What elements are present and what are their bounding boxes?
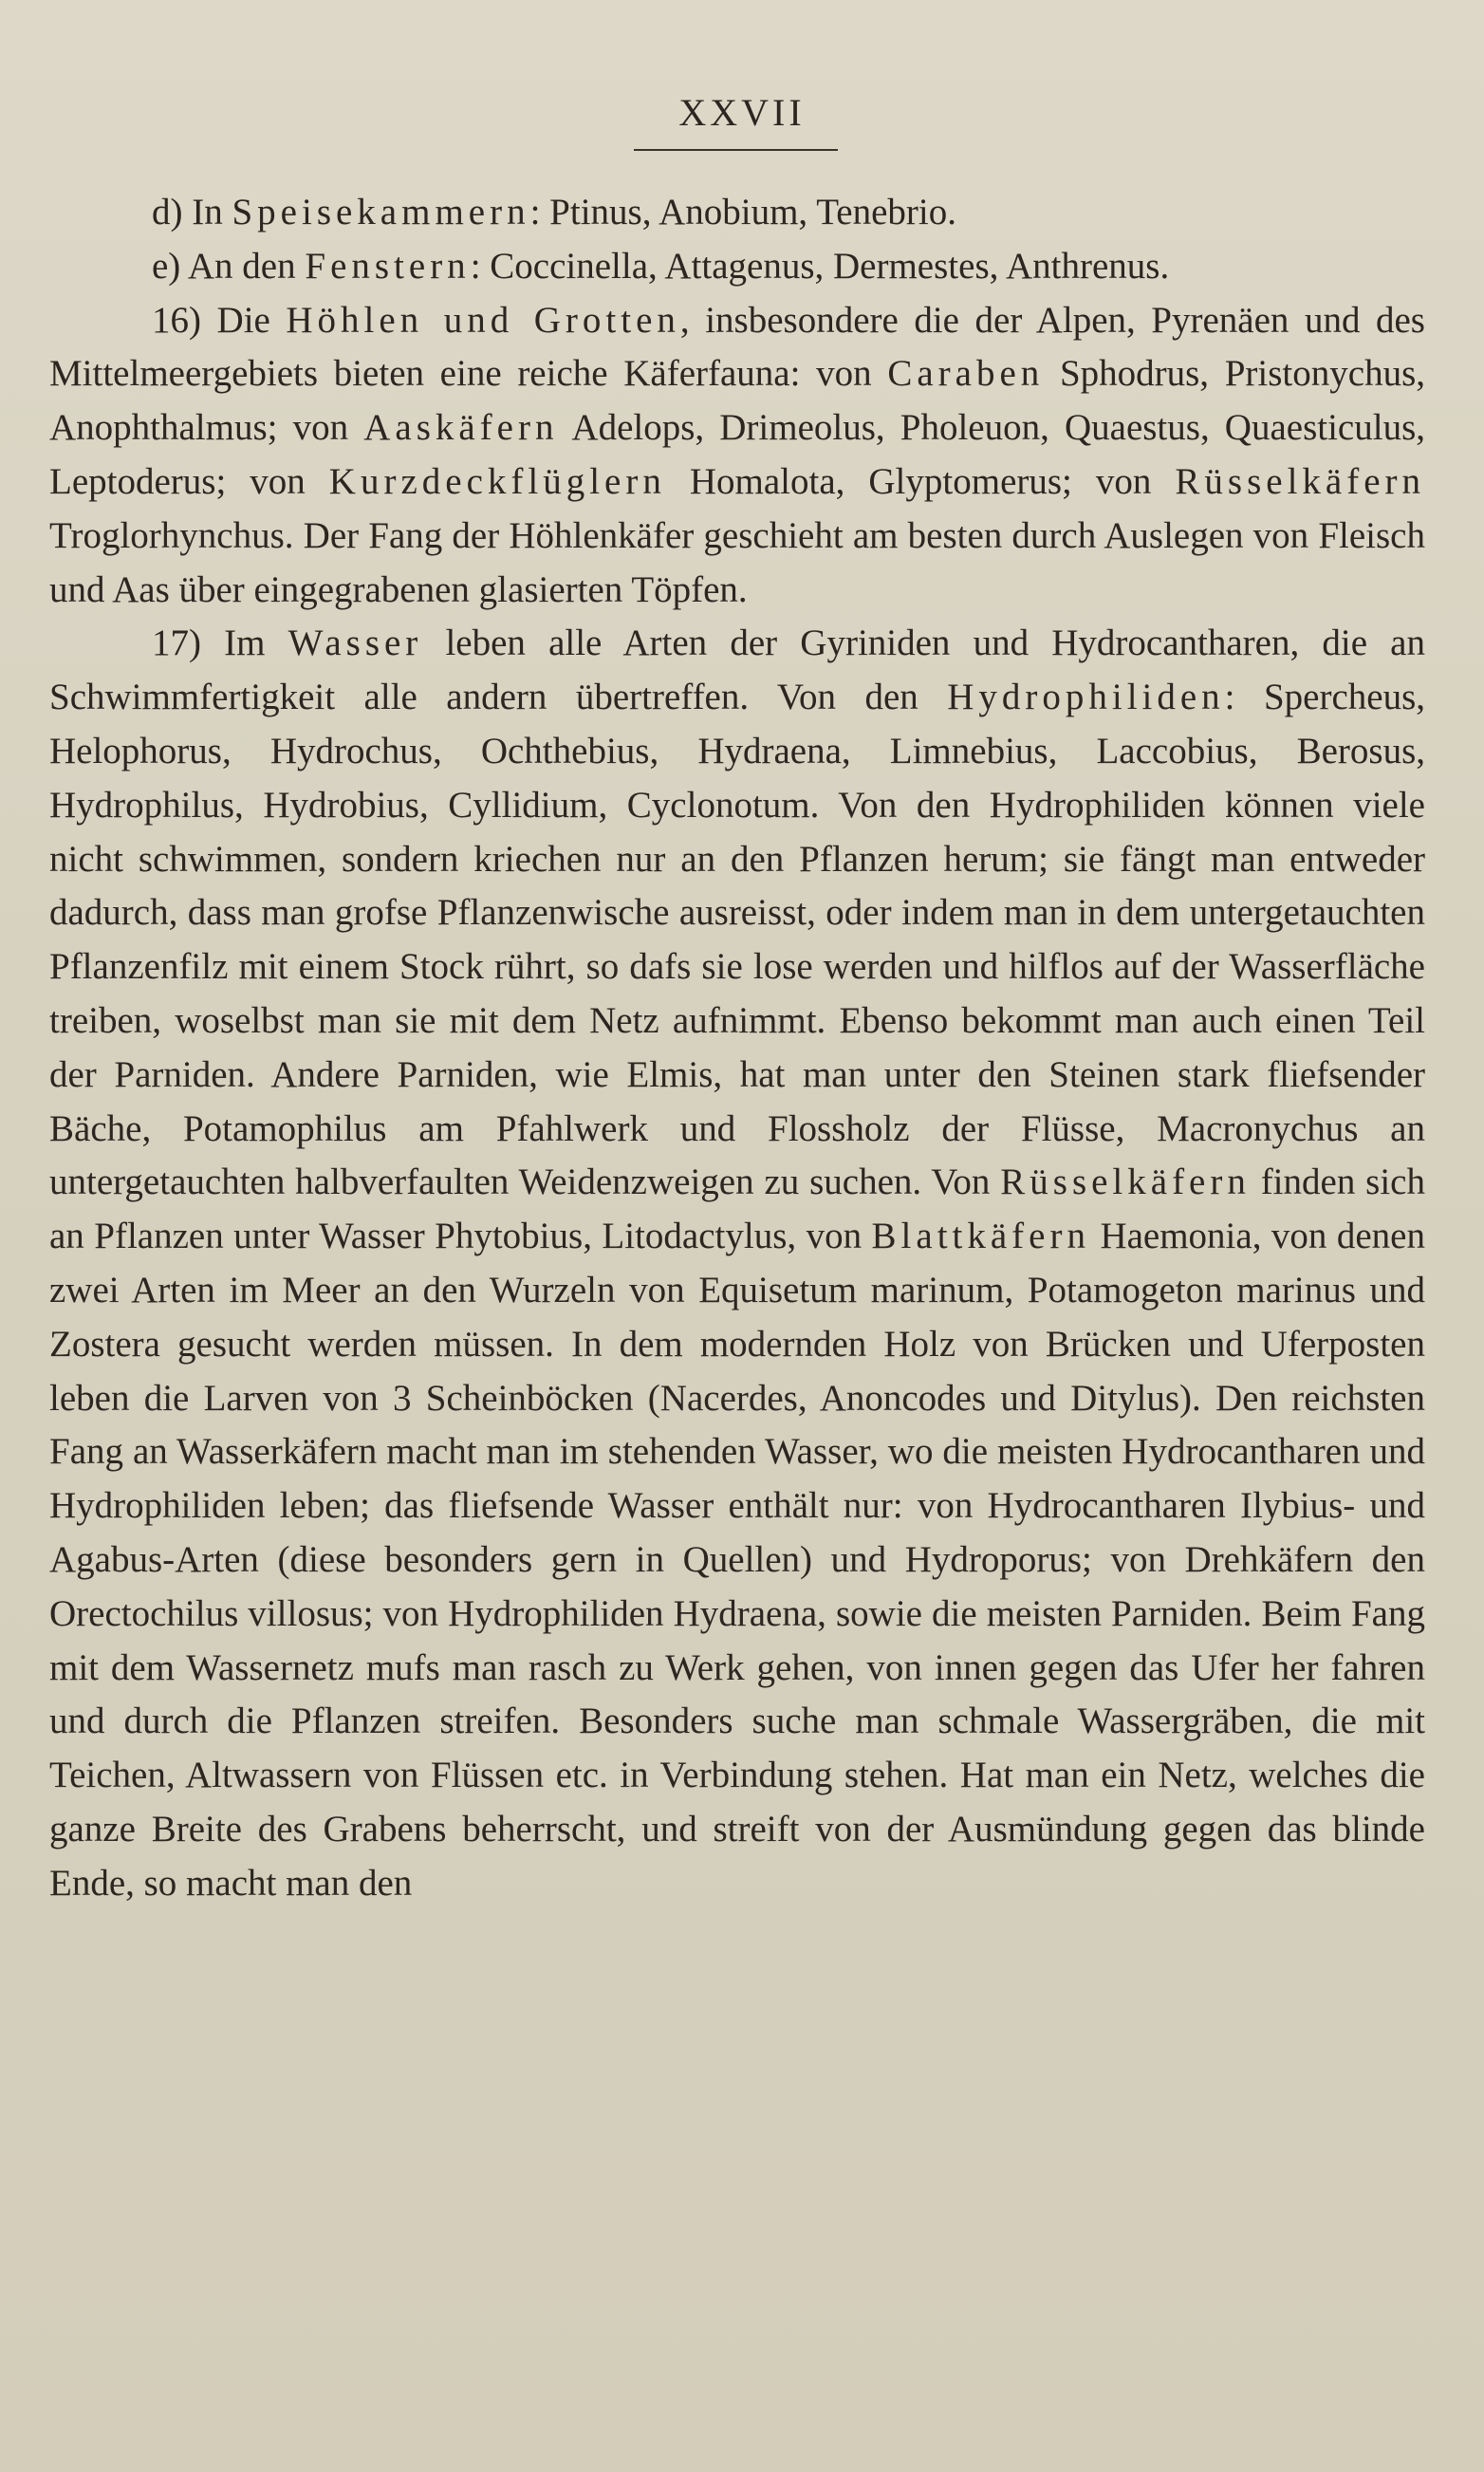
text-run: Adelops, Drimeolus, Pholeuon, Quaestus, Quaesticulus, Leptoderus; von	[49, 407, 1426, 502]
spaced-emphasis: Wasser	[288, 623, 423, 664]
spaced-emphasis: Speisekammern	[232, 192, 530, 232]
spaced-emphasis: Hydrophiliden	[947, 677, 1225, 718]
text-run: finden sich an Pflanzen unter Wasser Phytobius, Litodactylus, von	[49, 1162, 1425, 1257]
page-header	[0, 90, 1484, 135]
body-text	[49, 186, 1425, 1911]
paragraph-d	[49, 186, 1425, 240]
text-run: Homalota, Glyptomerus; von	[665, 460, 1176, 502]
spaced-emphasis: Aaskäfern	[363, 407, 559, 449]
spaced-emphasis: Caraben	[887, 353, 1045, 395]
text-run: , insbesondere die der Alpen, Pyrenäen und des Mittelmeergebiets bieten eine reiche Käferfauna: von	[49, 299, 1425, 395]
spaced-emphasis: Kurzdeckflüglern	[328, 460, 666, 502]
text-run: : Ptinus, Anobium, Tenebrio.	[529, 192, 956, 232]
page-number: XXVII	[678, 91, 806, 134]
spaced-emphasis: Rüsselkäfern	[1175, 460, 1425, 502]
text-run: 17) Im	[152, 623, 288, 664]
spaced-emphasis: Rüsselkäfern	[1000, 1162, 1251, 1203]
text-run: Sphodrus, Pristonychus, Anophthalmus; von	[49, 353, 1425, 449]
text-run: d) In	[152, 192, 232, 232]
text-run: : Spercheus, Helophorus, Hydrochus, Ochthebius, Hydraena, Limnebius, Laccobius, Berosus, Hydrophilus, Hydrobius, Cyllidium, Cyclonotum. Von den Hydrophiliden können viele nicht schwimmen, sondern kriechen nur an den Pflanzen herum; sie fängt man entweder dadurch, dass man grofse Pflanzenwische ausreisst, oder indem man in dem untergetauchten Pflanzenfilz mit einem Stock rührt, so dafs sie lose werden und hilflos auf der Wasserfläche treiben, woselbst man sie mit dem Netz aufnimmt. Ebenso bekommt man auch einen Teil der Parniden. Andere Parniden, wie Elmis, hat man unter den Steinen stark fliefsender Bäche, Potamophilus am Pfahlwerk und Flossholz der Flüsse, Macronychus an untergetauchten halbverfaulten Weidenzweigen zu suchen. Von	[49, 677, 1425, 1203]
text-run: : Coccinella, Attagenus, Dermestes, Anthrenus.	[470, 245, 1170, 287]
text-run: Troglorhynchus. Der Fang der Höhlenkäfer geschieht am besten durch Auslegen von Fleisch und Aas über eingegrabenen glasierten Töpfen.	[49, 514, 1425, 610]
spaced-emphasis: Blattkäfern	[871, 1216, 1090, 1257]
text-run: 16) Die	[152, 299, 287, 341]
paragraph-17	[49, 617, 1425, 1910]
text-run: Haemonia, von denen zwei Arten im Meer an den Wurzeln von Equisetum marinum, Potamogeton marinus und Zostera gesucht werden müssen. In dem modernden Holz von Brücken und Uferposten leben die Larven von 3 Scheinböcken (Nacerdes, Anoncodes und Ditylus). Den reichsten Fang an Wasserkäfern macht man im stehenden Wasser, wo die meisten Hydrocantharen und Hydrophiliden leben; das fliefsende Wasser enthält nur: von Hydrocantharen Ilybius- und Agabus-Arten (diese besonders gern in Quellen) und Hydroporus; von Drehkäfern den Orectochilus villosus; von Hydrophiliden Hydraena, sowie die meisten Parniden. Beim Fang mit dem Wassernetz mufs man rasch zu Werk gehen, von innen gegen das Ufer her fahren und durch die Pflanzen streifen. Besonders suche man schmale Wassergräben, die mit Teichen, Altwassern von Flüssen etc. in Verbindung stehen. Hat man ein Netz, welches die ganze Breite des Grabens beherrscht, und streift von der Ausmündung gegen das blinde Ende, so macht man den	[49, 1216, 1425, 1904]
header-rule	[634, 149, 838, 151]
spaced-emphasis: Fenstern	[305, 245, 471, 287]
text-run: leben alle Arten der Gyriniden und Hydrocantharen, die an Schwimmfertigkeit alle andern übertreffen. Von den	[49, 623, 1425, 718]
text-run: e) An den	[152, 245, 306, 287]
spaced-emphasis: Höhlen und Grotten	[286, 299, 680, 341]
paragraph-16	[49, 294, 1425, 618]
paragraph-e	[49, 240, 1425, 294]
